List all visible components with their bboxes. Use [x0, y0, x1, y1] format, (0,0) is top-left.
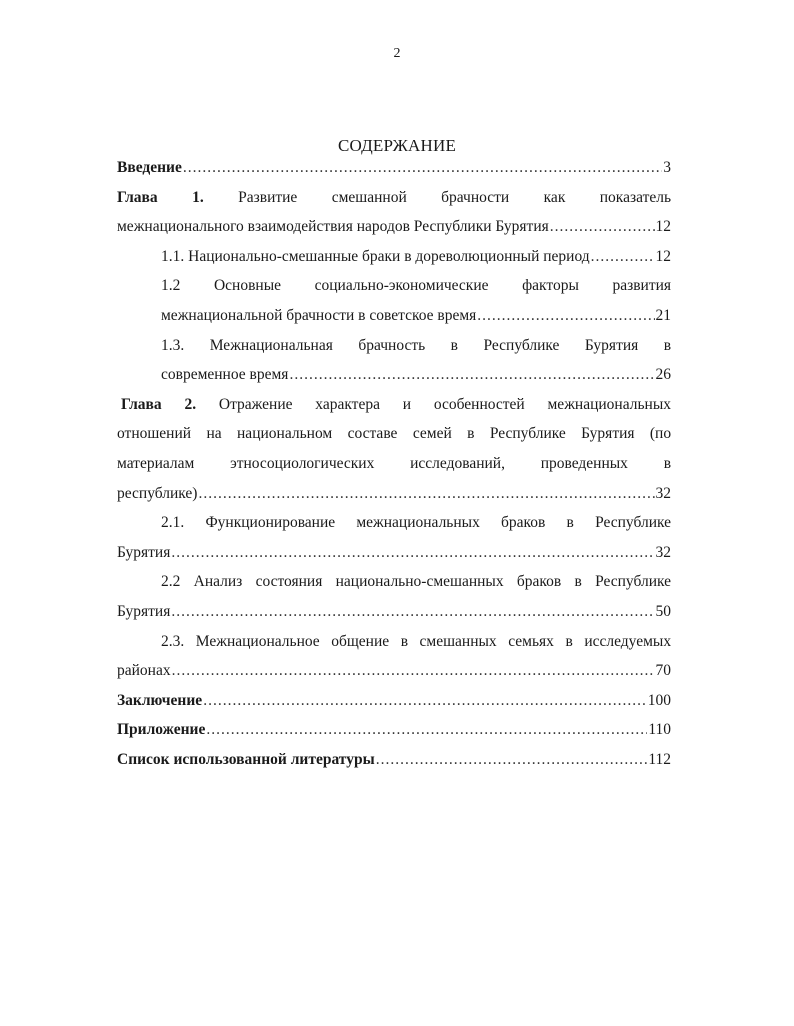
word: 2.3.	[161, 632, 185, 650]
word: Функционирование	[205, 514, 336, 532]
toc-title: СОДЕРЖАНИЕ	[337, 136, 457, 155]
toc-entry-section-1-2-line-2[interactable]	[117, 301, 671, 331]
word: в	[565, 632, 573, 650]
toc-entry-chapter-1-line-2[interactable]	[117, 212, 671, 242]
toc-entry-chapter-1-line-1[interactable]	[117, 183, 671, 213]
word: материалам	[117, 454, 195, 472]
word: межнациональных	[356, 514, 480, 532]
chapter-lead: Глава 2.	[121, 395, 197, 413]
dot-leader	[550, 212, 655, 242]
toc-entry-section-2-3-line-2[interactable]	[117, 656, 671, 686]
toc-entry-text: Бурятия	[117, 543, 171, 561]
toc-page-number: 12	[655, 247, 671, 265]
dot-leader	[198, 479, 654, 509]
word: 2.1.	[161, 514, 185, 532]
word: характера	[315, 395, 380, 413]
dot-leader	[171, 597, 654, 627]
word: смешанной	[331, 188, 407, 206]
dot-leader	[206, 715, 647, 745]
word: семьях	[508, 632, 554, 650]
word: 2.2	[161, 573, 181, 591]
word: (по	[649, 425, 672, 443]
word: Республике	[489, 425, 566, 443]
toc-entry-appendix[interactable]	[117, 715, 671, 745]
word: браков	[501, 514, 546, 532]
toc-page-number: 32	[655, 484, 671, 502]
word: показатель	[599, 188, 672, 206]
word: социально-экономические	[314, 277, 489, 295]
word: состояния	[255, 573, 323, 591]
word: смешанных	[419, 632, 497, 650]
chapter-lead: Глава	[117, 188, 158, 206]
toc-entry-section-2-1-line-1[interactable]	[117, 508, 671, 538]
toc-page-number: 3	[663, 159, 671, 176]
dot-leader	[171, 538, 654, 568]
word: исследуемых	[584, 632, 672, 650]
word: брачности	[441, 188, 510, 206]
toc-page-number: 70	[655, 662, 671, 680]
toc-entry-text: современное время	[161, 366, 289, 384]
word: национальном	[237, 425, 333, 443]
word: факторы	[522, 277, 579, 295]
toc-page-number: 100	[647, 691, 671, 709]
word: на	[206, 425, 222, 443]
toc-entry-references[interactable]	[117, 745, 671, 775]
word: развития	[612, 277, 672, 295]
word: Отражение	[218, 395, 293, 413]
word: в	[574, 573, 582, 591]
word: и	[402, 395, 412, 413]
toc-entry-label: Заключение	[117, 691, 203, 709]
word: этносоциологических	[230, 454, 375, 472]
word: в	[400, 632, 409, 650]
word: Межнациональное	[195, 632, 320, 650]
toc-entry-label: Введение	[117, 159, 182, 176]
toc-page-number: 21	[655, 306, 671, 324]
toc-entry-text: Бурятия	[117, 602, 171, 620]
toc-entry-intro[interactable]	[117, 153, 671, 183]
word: Республике	[595, 573, 672, 591]
word: Анализ	[193, 573, 243, 591]
toc-entry-section-1-1[interactable]	[117, 242, 671, 272]
toc-page-number: 112	[648, 750, 671, 768]
page-number: 2	[393, 46, 401, 61]
word: Основные	[213, 277, 282, 295]
toc-entry-section-1-3-line-1[interactable]	[117, 331, 671, 361]
toc-entry-chapter-2-line-4[interactable]	[117, 479, 671, 509]
toc-entry-label: Приложение	[117, 721, 206, 739]
toc-entry-text: районах	[117, 662, 171, 680]
word: общение	[331, 632, 390, 650]
dot-leader	[183, 153, 662, 183]
toc-entry-section-2-3-line-1[interactable]	[117, 627, 671, 657]
word: исследований,	[410, 454, 505, 472]
word: 1.3.	[161, 336, 185, 354]
toc-entry-section-1-2-line-1[interactable]	[117, 271, 671, 301]
dot-leader	[376, 745, 648, 775]
toc-entry-section-2-2-line-2[interactable]	[117, 597, 671, 627]
toc-entry-chapter-2-line-1[interactable]	[117, 390, 671, 420]
word: Межнациональная	[209, 336, 333, 354]
word: брачность	[358, 336, 426, 354]
word: составе	[347, 425, 398, 443]
word: особенностей	[433, 395, 525, 413]
word: браков	[516, 573, 562, 591]
toc-page-number: 50	[655, 602, 671, 620]
toc-page-number: 110	[648, 721, 671, 739]
dot-leader	[203, 686, 647, 716]
toc-page-number: 26	[655, 366, 671, 384]
word: семей	[412, 425, 452, 443]
word: в	[663, 336, 672, 354]
toc-page-number: 12	[655, 218, 671, 236]
word: проведенных	[540, 454, 628, 472]
word: Республике	[595, 514, 672, 532]
toc-entry-text: межнациональной брачности в советское время	[161, 306, 477, 324]
word: в	[566, 514, 574, 532]
toc-entry-chapter-2-line-3[interactable]	[117, 449, 671, 479]
toc-page-number: 32	[655, 543, 671, 561]
toc-entry-label: Список использованной литературы	[117, 750, 375, 768]
dot-leader	[591, 242, 655, 272]
dot-leader	[289, 360, 654, 390]
toc-entry-section-2-1-line-2[interactable]	[117, 538, 671, 568]
word: межнациональных	[547, 395, 671, 413]
word: как	[543, 188, 566, 206]
word: 1.2	[161, 277, 181, 295]
table-of-contents	[117, 153, 671, 774]
word: Развитие	[238, 188, 298, 206]
toc-entry-text: республике)	[117, 484, 198, 502]
word: Республике	[483, 336, 560, 354]
word: Бурятия	[584, 336, 639, 354]
word: отношений	[117, 425, 192, 443]
toc-entry-section-1-3-line-2[interactable]	[117, 360, 671, 390]
word: Бурятия	[581, 425, 635, 443]
chapter-number: 1.	[192, 188, 204, 206]
toc-entry-text: межнационального взаимодействия народов Республики Бурятия	[117, 218, 549, 236]
dot-leader	[172, 656, 655, 686]
word: национально-смешанных	[335, 573, 504, 591]
word: в	[467, 425, 475, 443]
word: в	[450, 336, 458, 354]
toc-entry-chapter-2-line-2[interactable]	[117, 419, 671, 449]
word: в	[663, 454, 672, 472]
toc-entry-section-2-2-line-1[interactable]	[117, 567, 671, 597]
toc-entry-text: 1.1. Национально-смешанные браки в дореволюционный период	[161, 247, 590, 265]
dot-leader	[477, 301, 654, 331]
toc-entry-conclusion[interactable]	[117, 686, 671, 716]
